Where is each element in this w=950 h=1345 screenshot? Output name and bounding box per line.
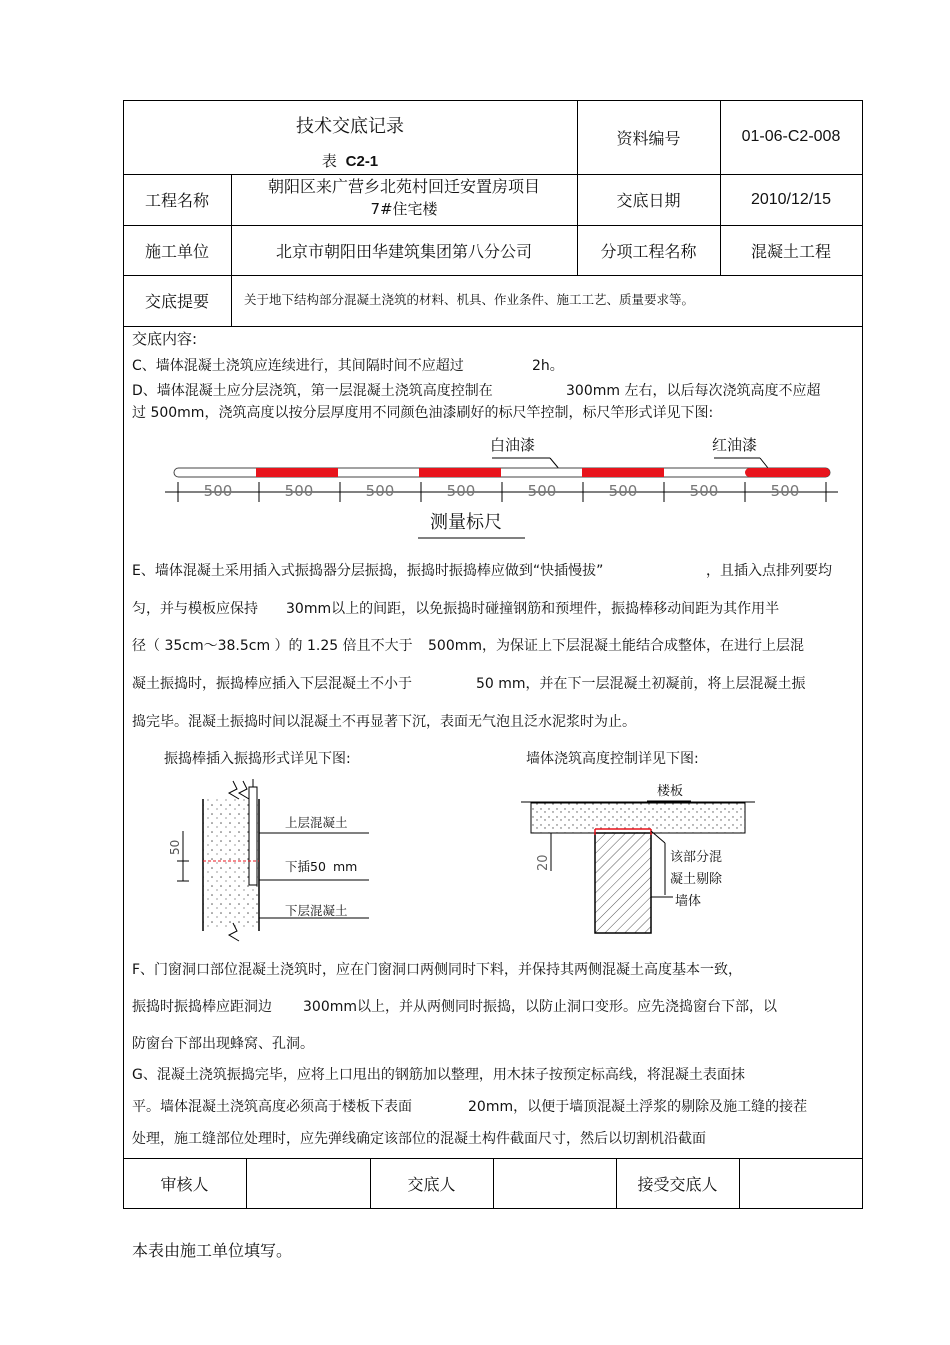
ruler-red-segment-1	[256, 468, 338, 477]
fig-left-title: 振捣棒插入振捣形式详见下图:	[164, 751, 351, 767]
para-e-4b: 50 mm，并在下一层混凝土初凝前，将上层混凝土振	[476, 676, 806, 692]
summary-label: 交底提要	[144, 292, 209, 311]
form-note: 本表由施工单位填写。	[132, 1241, 293, 1260]
para-g-2a: 平。墙体混凝土浇筑高度必须高于楼板下表面	[132, 1099, 412, 1115]
fig-right-dim: 20	[536, 854, 551, 871]
ruler-seg-4: 500	[446, 482, 476, 500]
ruler-seg-6: 500	[608, 482, 638, 500]
wall	[595, 833, 651, 933]
para-e-3a: 径（ 35cm～38.5cm ）的 1.25 倍且不大于	[132, 638, 413, 654]
ruler-seg-8: 500	[770, 482, 800, 500]
ruler-red-segment-4	[745, 468, 830, 477]
para-e-4a: 凝土振捣时，振捣棒应插入下层混凝土不小于	[132, 676, 412, 692]
fig-right-remove-1: 该部分混	[670, 850, 723, 865]
para-f-3: 防窗台下部出现蜂窝、孔洞。	[132, 1036, 314, 1052]
receiver-signature[interactable]	[739, 1158, 862, 1208]
fig-right-wall: 墙体	[675, 894, 702, 909]
doc-no-label: 资料编号	[616, 128, 681, 148]
subitem-label: 分项工程名称	[600, 241, 697, 261]
ruler-red-segment-2	[419, 468, 501, 477]
project-name-value	[231, 174, 577, 227]
para-c: C、墙体混凝土浇筑应连续进行，其间隔时间不应超过	[132, 358, 464, 374]
date-label: 交底日期	[616, 191, 681, 210]
date-value: 2010/12/15	[750, 190, 832, 208]
para-e-5: 捣完毕。混凝土振捣时间以混凝土不再显著下沉，表面无气泡且泛水泥浆时为止。	[132, 714, 636, 730]
project-name-line2: 7#住宅楼	[370, 200, 438, 218]
fig-left-upper: 上层混凝土	[285, 815, 348, 830]
para-d-1a: D、墙体混凝土应分层浇筑，第一层混凝土浇筑高度控制在	[132, 383, 493, 399]
para-d-1b: 300mm 左右，以后每次浇筑高度不应超	[566, 383, 821, 399]
reviewer-label: 审核人	[160, 1174, 209, 1194]
reviewer-signature[interactable]	[246, 1158, 370, 1208]
fig-right-slab: 楼板	[657, 784, 684, 799]
unit-label: 施工单位	[144, 241, 209, 261]
unit-value: 北京市朝阳田华建筑集团第八分公司	[275, 241, 532, 261]
table-code-value: C2-1	[345, 153, 379, 170]
para-g-2b: 20mm，以便于墙顶混凝土浮浆的剔除及施工缝的接茬	[468, 1099, 808, 1115]
ruler-seg-2: 500	[284, 482, 314, 500]
ruler-seg-7: 500	[689, 482, 719, 500]
vibrator-insertion-figure	[165, 775, 395, 945]
fig-left-unit: mm	[333, 859, 358, 874]
ruler-caption: 测量标尺	[430, 512, 502, 533]
subitem-value: 混凝土工程	[750, 241, 831, 261]
table-code-prefix: 表	[321, 152, 337, 170]
para-g-1: G、混凝土浇筑振捣完毕，应将上口甩出的钢筋加以整理，用木抹子按预定标高线，将混凝土表面抹	[132, 1067, 745, 1083]
summary-value: 关于地下结构部分混凝土浇筑的材料、机具、作业条件、施工工艺、质量要求等。	[244, 292, 695, 307]
receiver-label: 接受交底人	[637, 1174, 718, 1194]
para-f-1: F、门窗洞口部位混凝土浇筑时，应在门窗洞口两侧同时下料，并保持其两侧混凝土高度基本一致，	[132, 962, 743, 978]
para-g-3: 处理，施工缝部位处理时，应先弹线确定该部位的混凝土构件截面尺寸，然后以切割机沿截面	[132, 1131, 706, 1147]
para-e-2b: 30mm以上的间距，以免振捣时碰撞钢筋和预埋件，振捣棒移动间距为其作用半	[286, 601, 780, 617]
para-e-2a: 匀，并与模板应保持	[132, 601, 258, 617]
para-d-2: 过 500mm，浇筑高度以按分层厚度用不同颜色油漆刷好的标尺竿控制，标尺竿形式详见下图:	[132, 405, 714, 421]
content-heading: 交底内容:	[132, 330, 198, 348]
para-f-2b: 300mm以上，并从两侧同时振捣，以防止洞口变形。应先浇捣窗台下部，以	[303, 999, 777, 1015]
ruler-seg-1: 500	[203, 482, 233, 500]
para-e-1b: ，且插入点排列要均	[706, 563, 832, 579]
form-title: 技术交底记录	[296, 116, 404, 137]
presenter-signature[interactable]	[493, 1158, 616, 1208]
para-e-1a: E、墙体混凝土采用插入式振捣器分层振捣，振捣时振捣棒应做到“快插慢拔”	[132, 563, 604, 579]
ruler-label-red: 红油漆	[712, 436, 758, 454]
project-name-line1: 朝阳区来广营乡北苑村回迁安置房项目	[267, 177, 540, 196]
para-f-2a: 振捣时振捣棒应距洞边	[132, 999, 272, 1015]
measuring-ruler-figure	[160, 430, 850, 545]
fig-right-title: 墙体浇筑高度控制详见下图:	[526, 751, 699, 767]
ruler-seg-3: 500	[365, 482, 395, 500]
ruler-seg-5: 500	[527, 482, 557, 500]
fig-left-lower: 下层混凝土	[285, 903, 348, 918]
vibrator-rod	[249, 787, 257, 885]
wall-pour-figure	[515, 775, 775, 945]
table-code	[123, 150, 577, 171]
fig-right-remove-2: 凝土剔除	[670, 872, 723, 887]
fig-left-insert: 下插50	[285, 859, 326, 874]
para-c-value: 2h。	[532, 358, 564, 374]
doc-no-value: 01-06-C2-008	[741, 128, 841, 145]
para-e-3b: 500mm，为保证上下层混凝土能结合成整体，在进行上层混	[428, 638, 804, 654]
ruler-red-segment-3	[582, 468, 664, 477]
presenter-label: 交底人	[407, 1174, 456, 1194]
ruler-label-white: 白油漆	[490, 436, 536, 454]
fig-left-dim: 50	[168, 839, 182, 855]
project-name-label: 工程名称	[144, 191, 209, 210]
